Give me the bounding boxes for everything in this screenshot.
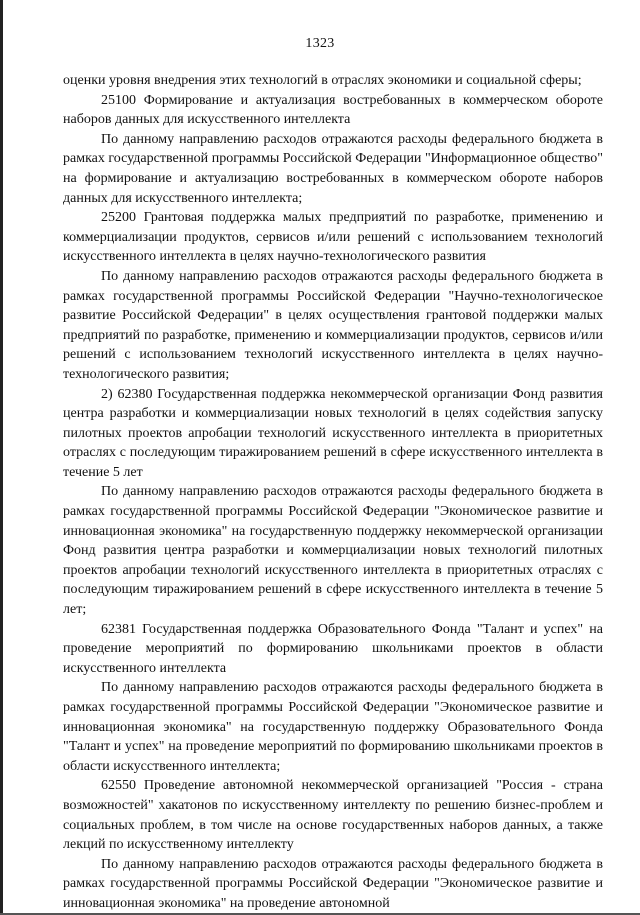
paragraph-description-25100: По данному направлению расходов отражаются расходы федерального бюджета в рамках государственной программы Российской Федерации "Информационное общество" на формирование и актуализацию востребованных в коммерческом обороте наборов данных для искусственного интеллекта; bbox=[63, 131, 603, 206]
paragraph-description-62381: По данному направлению расходов отражаются расходы федерального бюджета в рамках государственной программы Российской Федерации "Экономическое развитие и инновационная экономика" на государственную поддержку Образовательного Фонда "Талант и успех" на проведение мероприятий по формированию школьниками проектов в области искусственного интеллекта; bbox=[63, 680, 603, 774]
paragraph-heading-62550: 62550 Проведение автономной некоммерческой организацией "Россия - страна возможностей" хакатонов по искусственному интеллекту по решению бизнес-проблем и социальных проблем, в том числе на основе государственных наборов данных, а также лекций по искусственному интеллекту bbox=[63, 778, 603, 853]
paragraph-description-62550: По данному направлению расходов отражаются расходы федерального бюджета в рамках государственной программы Российской Федерации "Экономическое развитие и инновационная экономика" на проведение автономной bbox=[63, 856, 603, 911]
paragraph-continuation: оценки уровня внедрения этих технологий в отраслях экономики и социальной сферы; bbox=[63, 73, 582, 88]
page-number: 1323 bbox=[305, 36, 335, 51]
paragraph-heading-62380: 2) 62380 Государственная поддержка некоммерческой организации Фонд развития центра разработки и коммерциализации новых технологий в целях содействия запуску пилотных проектов апробации технологий искусственного интеллекта в приоритетных отраслях с последующим тиражированием решений в сфере искусственного интеллекта в течение 5 лет bbox=[63, 386, 603, 480]
paragraph-heading-62381: 62381 Государственная поддержка Образовательного Фонда "Талант и успех" на проведение мероприятий по формированию школьниками проектов в области искусственного интеллекта bbox=[63, 621, 603, 676]
document-body bbox=[63, 71, 603, 914]
paragraph-description-62380: По данному направлению расходов отражаются расходы федерального бюджета в рамках государственной программы Российской Федерации "Экономическое развитие и инновационная экономика" на государственную поддержку некоммерческой организации Фонд развития центра разработки и коммерциализации новых технологий пилотных проектов апробации технологий искусственного интеллекта в приоритетных отраслях с последующим тиражированием решений в сфере искусственного интеллекта в течение 5 лет; bbox=[63, 484, 603, 618]
paragraph-heading-25200: 25200 Грантовая поддержка малых предприятий по разработке, применению и коммерциализации продуктов, сервисов и/или решений с использованием технологий искусственного интеллекта в целях научно-технологического развития bbox=[63, 210, 603, 265]
scan-left-edge bbox=[0, 0, 3, 915]
paragraph-heading-25100: 25100 Формирование и актуализация востребованных в коммерческом обороте наборов данных для искусственного интеллекта bbox=[63, 92, 603, 128]
paragraph-description-25200: По данному направлению расходов отражаются расходы федерального бюджета в рамках государственной программы Российской Федерации "Научно-технологическое развитие Российской Федерации" в целях осуществления грантовой поддержки малых предприятий по разработке, применению и коммерциализации продуктов, сервисов и/или решений с использованием технологий искусственного интеллекта в целях научно-технологического развития; bbox=[63, 268, 603, 382]
